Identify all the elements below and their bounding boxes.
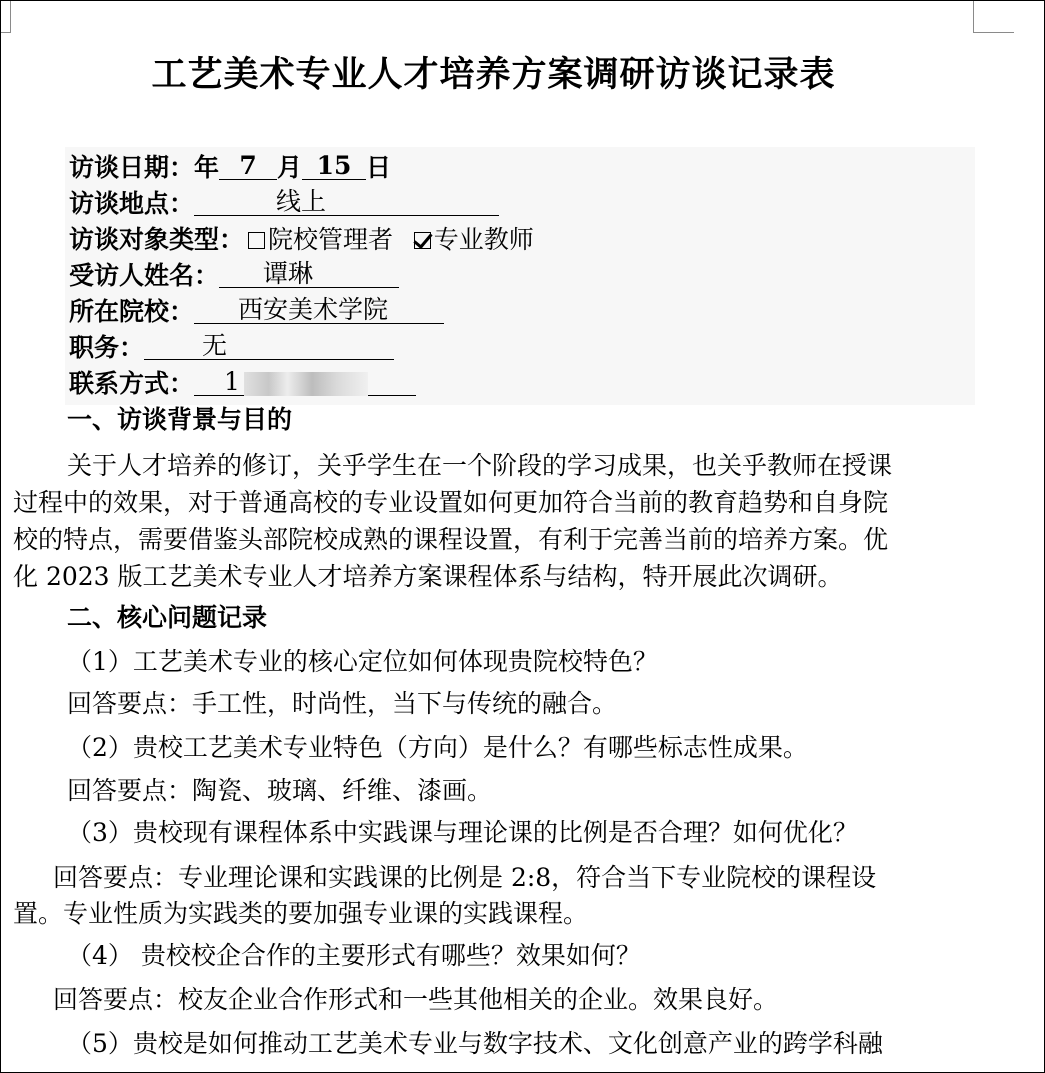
answer-3-line-2: 置。专业性质为实践类的要加强专业课的实践课程。 bbox=[13, 899, 589, 928]
position-label: 职务： bbox=[69, 333, 145, 362]
answer-4: 回答要点：校友企业合作形式和一些其他相关的企业。效果良好。 bbox=[53, 985, 779, 1014]
contact-row bbox=[69, 367, 416, 401]
document-title: 工艺美术专业人才培养方案调研访谈记录表 bbox=[151, 55, 836, 95]
section2-heading: 二、核心问题记录 bbox=[67, 603, 268, 632]
type-label: 访谈对象类型： bbox=[69, 225, 245, 254]
question-4: （4） 贵校校企合作的主要形式有哪些？效果如何？ bbox=[67, 941, 641, 970]
question-1: （1）工艺美术专业的核心定位如何体现贵院校特色？ bbox=[67, 647, 658, 676]
date-day-field[interactable]: 15 bbox=[302, 151, 366, 180]
interviewee-type-row bbox=[69, 223, 534, 257]
date-month-label: 月 bbox=[277, 153, 303, 182]
type-option-professional-teacher: 专业教师 bbox=[433, 225, 534, 254]
interview-location-row bbox=[69, 187, 499, 221]
interviewee-name-row bbox=[69, 259, 399, 293]
question-5: （5）贵校是如何推动工艺美术专业与数字技术、文化创意产业的跨学科融 bbox=[67, 1029, 883, 1058]
section1-line-1: 关于人才培养的修订，关乎学生在一个阶段的学习成果，也关乎教师在授课 bbox=[67, 451, 893, 480]
interview-date-row bbox=[69, 151, 391, 185]
interview-info-block bbox=[65, 147, 975, 405]
name-label: 受访人姓名： bbox=[69, 261, 220, 290]
contact-label: 联系方式： bbox=[69, 369, 195, 398]
section1-line-3: 校的特点，需要借鉴头部院校成熟的课程设置，有利于完善当前的培养方案。优 bbox=[13, 525, 889, 554]
answer-3-line-1: 回答要点：专业理论课和实践课的比例是 2:8，符合当下专业院校的课程设 bbox=[53, 863, 877, 892]
contact-field[interactable] bbox=[194, 367, 416, 396]
section1-line-2: 过程中的效果，对于普通高校的专业设置如何更加符合当前的教育趋势和自身院 bbox=[13, 488, 889, 517]
section1-line-4: 化 2023 版工艺美术专业人才培养方案课程体系与结构，特开展此次调研。 bbox=[13, 562, 843, 591]
school-label: 所在院校： bbox=[69, 297, 195, 326]
position-row bbox=[69, 331, 394, 365]
redacted-phone-number bbox=[244, 372, 368, 396]
question-3: （3）贵校现有课程体系中实践课与理论课的比例是否合理？如何优化？ bbox=[67, 818, 858, 847]
checkbox-professional-teacher[interactable] bbox=[414, 232, 431, 249]
name-field[interactable] bbox=[219, 259, 399, 288]
location-value: 线上 bbox=[276, 187, 327, 216]
location-label: 访谈地点： bbox=[69, 189, 195, 218]
name-value: 谭琳 bbox=[263, 259, 314, 288]
section1-heading: 一、访谈背景与目的 bbox=[67, 405, 293, 434]
margin-corner-mark-left bbox=[0, 0, 11, 33]
margin-corner-mark-right bbox=[973, 0, 1014, 33]
position-value: 无 bbox=[202, 331, 228, 360]
school-value: 西安美术学院 bbox=[238, 295, 389, 324]
date-label: 访谈日期： bbox=[69, 153, 195, 182]
question-2: （2）贵校工艺美术专业特色（方向）是什么？有哪些标志性成果。 bbox=[67, 733, 808, 762]
date-day-label: 日 bbox=[366, 153, 392, 182]
type-option-school-admin: 院校管理者 bbox=[268, 225, 394, 254]
position-field[interactable] bbox=[144, 331, 394, 360]
school-field[interactable] bbox=[194, 295, 444, 324]
checkbox-school-admin[interactable] bbox=[248, 232, 265, 249]
location-field[interactable] bbox=[194, 187, 499, 216]
school-row bbox=[69, 295, 444, 329]
date-year-label: 年 bbox=[194, 153, 220, 182]
date-month-field[interactable]: 7 bbox=[219, 151, 277, 180]
answer-2: 回答要点：陶瓷、玻璃、纤维、漆画。 bbox=[67, 776, 493, 805]
answer-1: 回答要点：手工性，时尚性，当下与传统的融合。 bbox=[67, 689, 618, 718]
contact-visible-prefix: 1 bbox=[224, 367, 240, 396]
